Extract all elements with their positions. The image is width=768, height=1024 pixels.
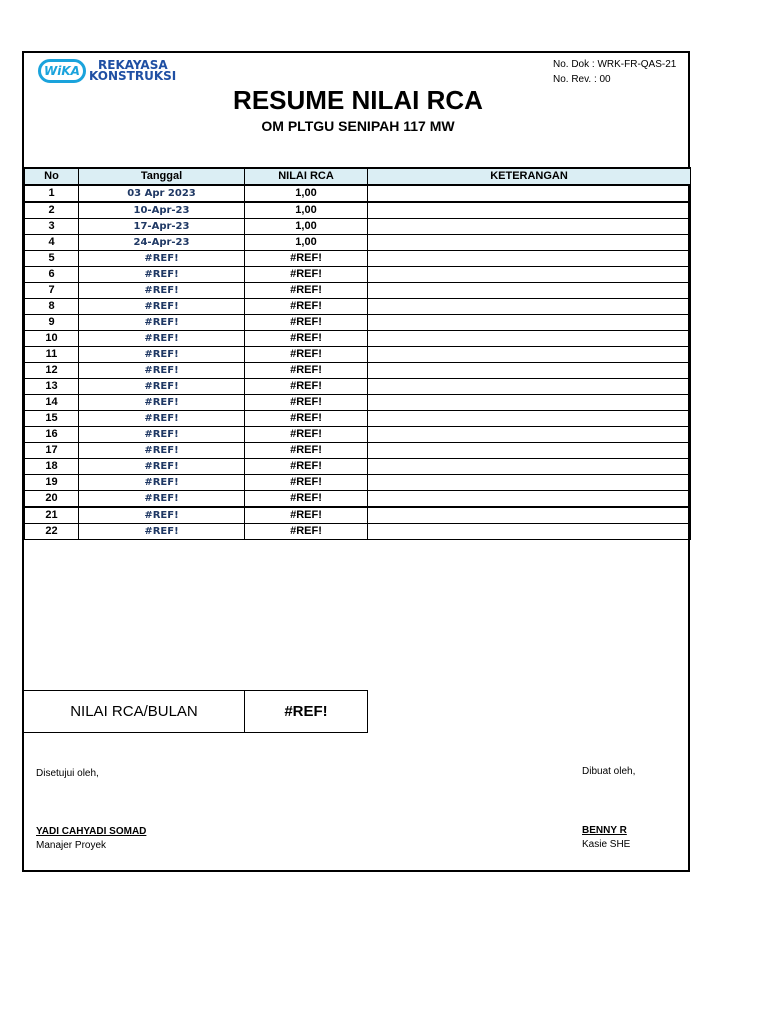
table-row (25, 507, 691, 524)
keterangan-cell (368, 251, 691, 267)
row-number-cell: 9 (25, 315, 79, 331)
date-cell: #REF! (79, 347, 245, 363)
table-row (25, 475, 691, 491)
nilai-rca-cell: #REF! (245, 475, 368, 491)
row-number-cell: 22 (25, 524, 79, 540)
keterangan-cell (368, 315, 691, 331)
row-number-cell: 12 (25, 363, 79, 379)
document-sheet (22, 51, 690, 872)
keterangan-cell (368, 185, 691, 202)
date-cell: #REF! (79, 299, 245, 315)
nilai-rca-cell: #REF! (245, 299, 368, 315)
row-number-cell: 3 (25, 219, 79, 235)
nilai-rca-cell: 1,00 (245, 185, 368, 202)
nilai-rca-cell: #REF! (245, 524, 368, 540)
prepared-caption: Dibuat oleh, (582, 766, 636, 777)
table-row (25, 395, 691, 411)
page-title: RESUME NILAI RCA (233, 85, 483, 115)
preparer-role: Kasie SHE (582, 839, 631, 850)
table-row (25, 331, 691, 347)
document-number: No. Dok : WRK-FR-QAS-21 (553, 59, 677, 70)
row-number-cell: 10 (25, 331, 79, 347)
keterangan-cell (368, 411, 691, 427)
table-row (25, 267, 691, 283)
nilai-rca-cell: 1,00 (245, 235, 368, 251)
date-cell: 24-Apr-23 (79, 235, 245, 251)
row-number-cell: 8 (25, 299, 79, 315)
keterangan-cell (368, 507, 691, 524)
row-number-cell: 14 (25, 395, 79, 411)
table-header-row (25, 168, 691, 185)
date-cell: #REF! (79, 251, 245, 267)
approver-signature (36, 825, 146, 853)
row-number-cell: 16 (25, 427, 79, 443)
table-row (25, 459, 691, 475)
monthly-summary (24, 690, 368, 733)
preparer-name: BENNY R (582, 825, 627, 836)
keterangan-cell (368, 443, 691, 459)
table-row (25, 235, 691, 251)
approver-role: Manajer Proyek (36, 840, 107, 851)
table-row (25, 379, 691, 395)
rca-table (24, 167, 691, 540)
nilai-rca-cell: #REF! (245, 363, 368, 379)
date-cell: #REF! (79, 411, 245, 427)
table-row (25, 411, 691, 427)
row-number-cell: 5 (25, 251, 79, 267)
wika-logo-badge: WiKA (38, 59, 86, 83)
document-info (553, 57, 676, 87)
nilai-rca-cell: #REF! (245, 251, 368, 267)
table-row (25, 219, 691, 235)
keterangan-cell (368, 202, 691, 219)
date-cell: #REF! (79, 267, 245, 283)
nilai-rca-cell: #REF! (245, 491, 368, 508)
row-number-cell: 19 (25, 475, 79, 491)
date-cell: #REF! (79, 507, 245, 524)
keterangan-cell (368, 363, 691, 379)
summary-label: NILAI RCA/BULAN (24, 691, 245, 732)
nilai-rca-cell: #REF! (245, 411, 368, 427)
nilai-rca-cell: 1,00 (245, 202, 368, 219)
row-number-cell: 6 (25, 267, 79, 283)
keterangan-cell (368, 395, 691, 411)
date-cell: #REF! (79, 395, 245, 411)
date-cell: #REF! (79, 427, 245, 443)
date-cell: #REF! (79, 379, 245, 395)
keterangan-cell (368, 219, 691, 235)
row-number-cell: 2 (25, 202, 79, 219)
nilai-rca-cell: #REF! (245, 347, 368, 363)
revision-number: No. Rev. : 00 (553, 74, 611, 85)
column-header-tanggal: Tanggal (79, 168, 245, 185)
table-row (25, 427, 691, 443)
column-header-keterangan: KETERANGAN (368, 168, 691, 185)
nilai-rca-cell: #REF! (245, 459, 368, 475)
row-number-cell: 4 (25, 235, 79, 251)
date-cell: #REF! (79, 331, 245, 347)
approval-caption: Disetujui oleh, (36, 768, 99, 779)
nilai-rca-cell: #REF! (245, 395, 368, 411)
table-row (25, 283, 691, 299)
nilai-rca-cell: #REF! (245, 331, 368, 347)
date-cell: 03 Apr 2023 (79, 185, 245, 202)
date-cell: #REF! (79, 491, 245, 508)
table-row (25, 524, 691, 540)
keterangan-cell (368, 524, 691, 540)
table-row (25, 202, 691, 219)
date-cell: #REF! (79, 283, 245, 299)
date-cell: #REF! (79, 315, 245, 331)
row-number-cell: 20 (25, 491, 79, 508)
date-cell: 17-Apr-23 (79, 219, 245, 235)
nilai-rca-cell: #REF! (245, 315, 368, 331)
table-row (25, 299, 691, 315)
nilai-rca-cell: #REF! (245, 427, 368, 443)
date-cell: #REF! (79, 459, 245, 475)
keterangan-cell (368, 331, 691, 347)
approver-name: YADI CAHYADI SOMAD (36, 826, 147, 837)
logo-line-2: KONSTRUKSI (89, 69, 177, 83)
keterangan-cell (368, 299, 691, 315)
nilai-rca-cell: #REF! (245, 443, 368, 459)
nilai-rca-cell: #REF! (245, 267, 368, 283)
company-logo (38, 59, 176, 83)
keterangan-cell (368, 475, 691, 491)
row-number-cell: 11 (25, 347, 79, 363)
keterangan-cell (368, 235, 691, 251)
keterangan-cell (368, 427, 691, 443)
table-row (25, 443, 691, 459)
nilai-rca-cell: #REF! (245, 507, 368, 524)
row-number-cell: 21 (25, 507, 79, 524)
date-cell: 10-Apr-23 (79, 202, 245, 219)
table-row (25, 315, 691, 331)
nilai-rca-cell: #REF! (245, 283, 368, 299)
table-row (25, 491, 691, 508)
column-header-no: No (25, 168, 79, 185)
keterangan-cell (368, 347, 691, 363)
row-number-cell: 7 (25, 283, 79, 299)
date-cell: #REF! (79, 475, 245, 491)
page-subtitle: OM PLTGU SENIPAH 117 MW (261, 118, 455, 134)
table-row (25, 185, 691, 202)
keterangan-cell (368, 459, 691, 475)
column-header-nilai-rca: NILAI RCA (245, 168, 368, 185)
row-number-cell: 17 (25, 443, 79, 459)
table-row (25, 363, 691, 379)
keterangan-cell (368, 379, 691, 395)
keterangan-cell (368, 267, 691, 283)
date-cell: #REF! (79, 363, 245, 379)
date-cell: #REF! (79, 524, 245, 540)
nilai-rca-cell: 1,00 (245, 219, 368, 235)
nilai-rca-cell: #REF! (245, 379, 368, 395)
keterangan-cell (368, 283, 691, 299)
logo-wordmark (89, 60, 176, 82)
row-number-cell: 13 (25, 379, 79, 395)
table-row (25, 251, 691, 267)
preparer-signature (582, 824, 630, 852)
row-number-cell: 18 (25, 459, 79, 475)
logo-line-1: REKAYASA (98, 58, 168, 72)
table-row (25, 347, 691, 363)
row-number-cell: 15 (25, 411, 79, 427)
keterangan-cell (368, 491, 691, 508)
row-number-cell: 1 (25, 185, 79, 202)
date-cell: #REF! (79, 443, 245, 459)
summary-value: #REF! (245, 691, 368, 732)
